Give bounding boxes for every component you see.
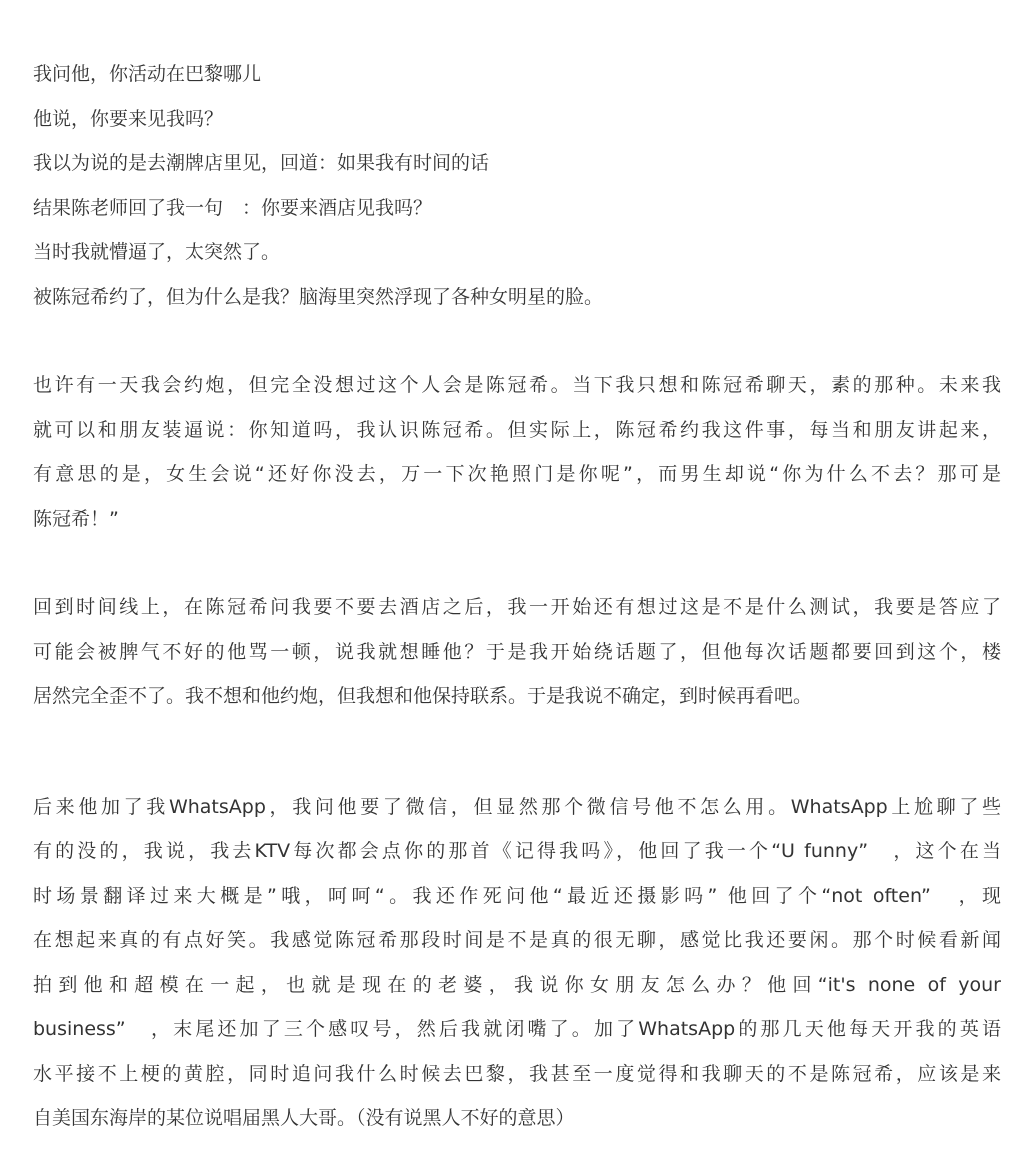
paragraph-line: 陈冠希！” <box>33 507 119 530</box>
paragraph-line: 就可以和朋友装逼说：你知道吗，我认识陈冠希。但实际上，陈冠希约我这件事，每当和朋友讲起来， <box>33 418 1001 441</box>
article-body <box>33 52 1001 1141</box>
paragraph-line: 有的没的，我说，我去KTV每次都会点你的那首《记得我吗》，他回了我一个“U funny” ，这个在当 <box>33 840 1001 862</box>
text-line: 当时我就懵逼了，太突然了。 <box>33 241 281 263</box>
paragraph-3 <box>33 585 1001 719</box>
paragraph-spacer <box>33 541 1001 585</box>
text-line: 被陈冠希约了，但为什么是我？脑海里突然浮现了各种女明星的脸。 <box>33 285 604 308</box>
paragraph-line: business” ，末尾还加了三个感叹号，然后我就闭嘴了。加了WhatsApp的那几天他每天开我的英语 <box>33 1018 1001 1040</box>
text-line: 他说，你要来见我吗？ <box>33 107 224 130</box>
paragraph-line: 自美国东海岸的某位说唱届黑人大哥。（没有说黑人不好的意思） <box>33 1107 575 1129</box>
text-line: 我以为说的是去潮牌店里见，回道：如果我有时间的话 <box>33 152 490 174</box>
paragraph-2 <box>33 363 1001 541</box>
paragraph-line: 时场景翻译过来大概是”哦，呵呵“。我还作死问他“最近还摄影吗” 他回了个“not often” ，现 <box>33 884 1001 907</box>
paragraph-line: 在想起来真的有点好笑。我感觉陈冠希那段时间是不是真的很无聊，感觉比我还要闲。那个时候看新闻 <box>33 929 1001 951</box>
paragraph-line: 后来他加了我WhatsApp，我问他要了微信，但显然那个微信号他不怎么用。WhatsApp上尬聊了些 <box>33 795 1001 818</box>
text-line: 结果陈老师回了我一句 ：你要来酒店见我吗？ <box>33 196 433 219</box>
paragraph-line: 回到时间线上，在陈冠希问我要不要去酒店之后，我一开始还有想过这是不是什么测试，我要是答应了 <box>33 596 1001 618</box>
dialogue-block <box>33 52 1001 319</box>
paragraph-spacer <box>33 719 1001 785</box>
paragraph-4 <box>33 785 1001 1141</box>
text-line: 我问他，你活动在巴黎哪儿 <box>33 63 262 85</box>
paragraph-line: 居然完全歪不了。我不想和他约炮，但我想和他保持联系。于是我说不确定，到时候再看吧。 <box>33 685 813 707</box>
paragraph-line: 水平接不上梗的黄腔，同时追问我什么时候去巴黎，我甚至一度觉得和我聊天的不是陈冠希，应该是来 <box>33 1062 1001 1085</box>
paragraph-line: 也许有一天我会约炮，但完全没想过这个人会是陈冠希。当下我只想和陈冠希聊天，素的那种。未来我 <box>33 374 1001 396</box>
paragraph-line: 有意思的是，女生会说“还好你没去，万一下次艳照门是你呢”，而男生却说“你为什么不去？那可是 <box>33 463 1001 485</box>
paragraph-spacer <box>33 319 1001 363</box>
paragraph-line: 拍到他和超模在一起，也就是现在的老婆，我说你女朋友怎么办？他回“it's none of your <box>33 973 1001 996</box>
paragraph-line: 可能会被脾气不好的他骂一顿，说我就想睡他？于是我开始绕话题了，但他每次话题都要回到这个，楼 <box>33 640 1001 663</box>
